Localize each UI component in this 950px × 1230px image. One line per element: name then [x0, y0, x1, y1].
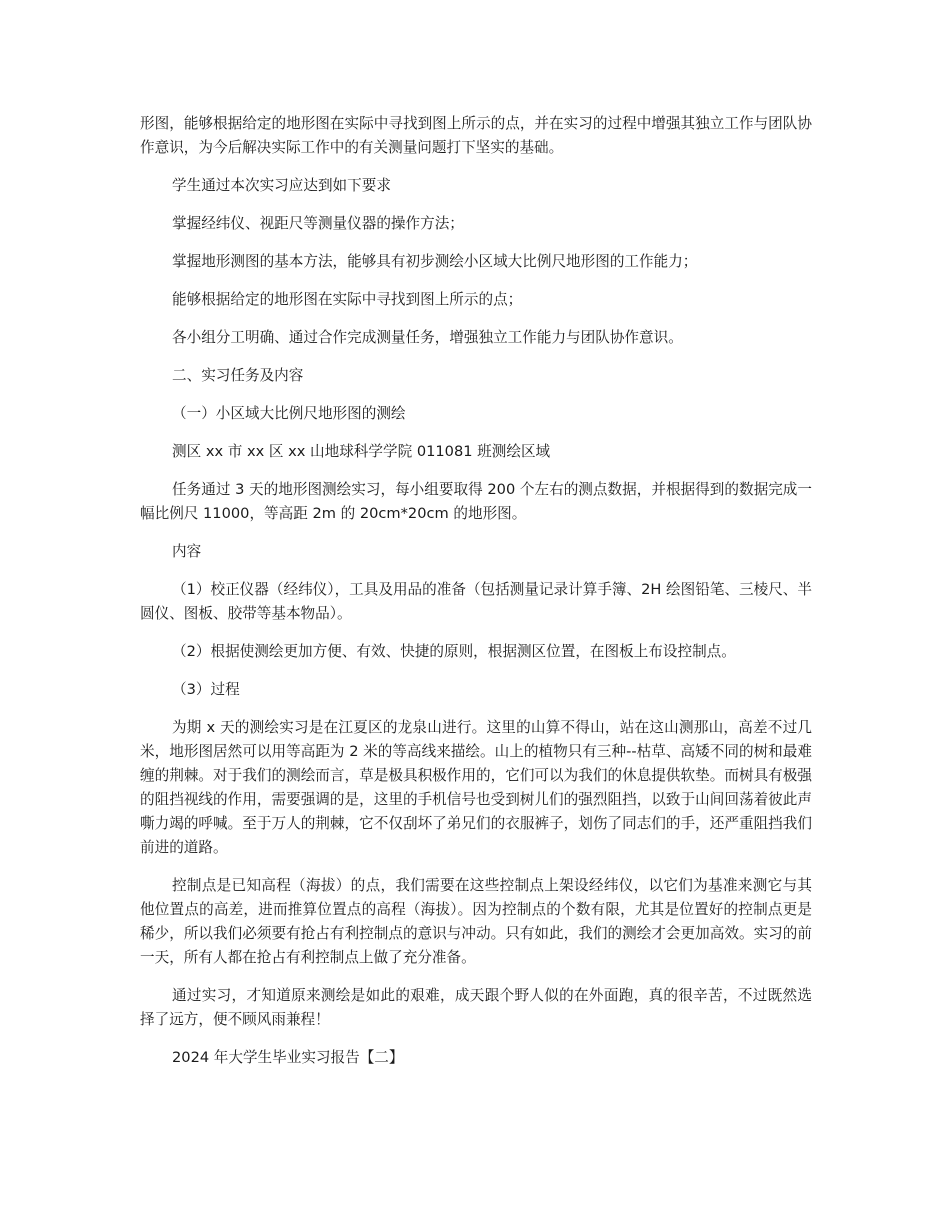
paragraph: 测区 xx 市 xx 区 xx 山地球科学学院 011081 班测绘区域 — [172, 443, 551, 460]
paragraph: 学生通过本次实习应达到如下要求 — [172, 177, 391, 194]
document-page — [140, 112, 812, 1084]
paragraph: 掌握经纬仪、视距尺等测量仪器的操作方法； — [172, 215, 464, 232]
paragraph: 各小组分工明确、通过合作完成测量任务，增强独立工作能力与团队协作意识。 — [172, 329, 683, 346]
paragraph: 任务通过 3 天的地形图测绘实习，每小组要取得 200 个左右的测点数据，并根据得到的数据完成一幅比例尺 11000，等高距 2m 的 20cm*20cm 的地形图。 — [140, 481, 812, 522]
paragraph: 通过实习，才知道原来测绘是如此的艰难，成天跟个野人似的在外面跑，真的很辛苦，不过既然选择了远方，便不顾风雨兼程！ — [140, 987, 812, 1028]
paragraph: 能够根据给定的地形图在实际中寻找到图上所示的点； — [172, 291, 523, 308]
subsection-heading: （一）小区域大比例尺地形图的测绘 — [172, 405, 406, 422]
section-heading: 二、实习任务及内容 — [172, 367, 304, 384]
paragraph: 内容 — [172, 543, 202, 560]
list-item: （2）根据使测绘更加方便、有效、快捷的原则，根据测区位置，在图板上布设控制点。 — [172, 643, 736, 660]
paragraph: 为期 x 天的测绘实习是在江夏区的龙泉山进行。这里的山算不得山，站在这山测那山，高差不过几米，地形图居然可以用等高距为 2 米的等高线来描绘。山上的植物只有三种--枯草、高矮不同的树和最难缠的荆棘。对于我们的测绘而言，草是极具积极作用的，它们可以为我们的休息提供软垫。而树具有极强的阻挡视线的作用，需要强调的是，这里的手机信号也受到树儿们的强烈阻挡，以致于山间回荡着彼此声嘶力竭的呼喊。至于万人的荆棘，它不仅刮坏了弟兄们的衣服裤子，划伤了同志们的手，还严重阻挡我们前进的道路。 — [140, 719, 812, 856]
list-item: （1）校正仪器（经纬仪），工具及用品的准备（包括测量记录计算手簿、2H 绘图铅笔、三棱尺、半圆仪、图板、胶带等基本物品）。 — [140, 581, 812, 622]
list-item: （3）过程 — [172, 681, 240, 698]
paragraph: 掌握地形测图的基本方法，能够具有初步测绘小区域大比例尺地形图的工作能力； — [172, 253, 698, 270]
report-title: 2024 年大学生毕业实习报告【二】 — [172, 1049, 404, 1066]
paragraph: 形图，能够根据给定的地形图在实际中寻找到图上所示的点，并在实习的过程中增强其独立工作与团队协作意识，为今后解决实际工作中的有关测量问题打下坚实的基础。 — [140, 115, 812, 156]
paragraph: 控制点是已知高程（海拔）的点，我们需要在这些控制点上架设经纬仪，以它们为基准来测它与其他位置点的高差，进而推算位置点的高程（海拔）。因为控制点的个数有限，尤其是位置好的控制点更是稀少，所以我们必须要有抢占有利控制点的意识与冲动。只有如此，我们的测绘才会更加高效。实习的前一天，所有人都在抢占有利控制点上做了充分准备。 — [140, 877, 812, 966]
